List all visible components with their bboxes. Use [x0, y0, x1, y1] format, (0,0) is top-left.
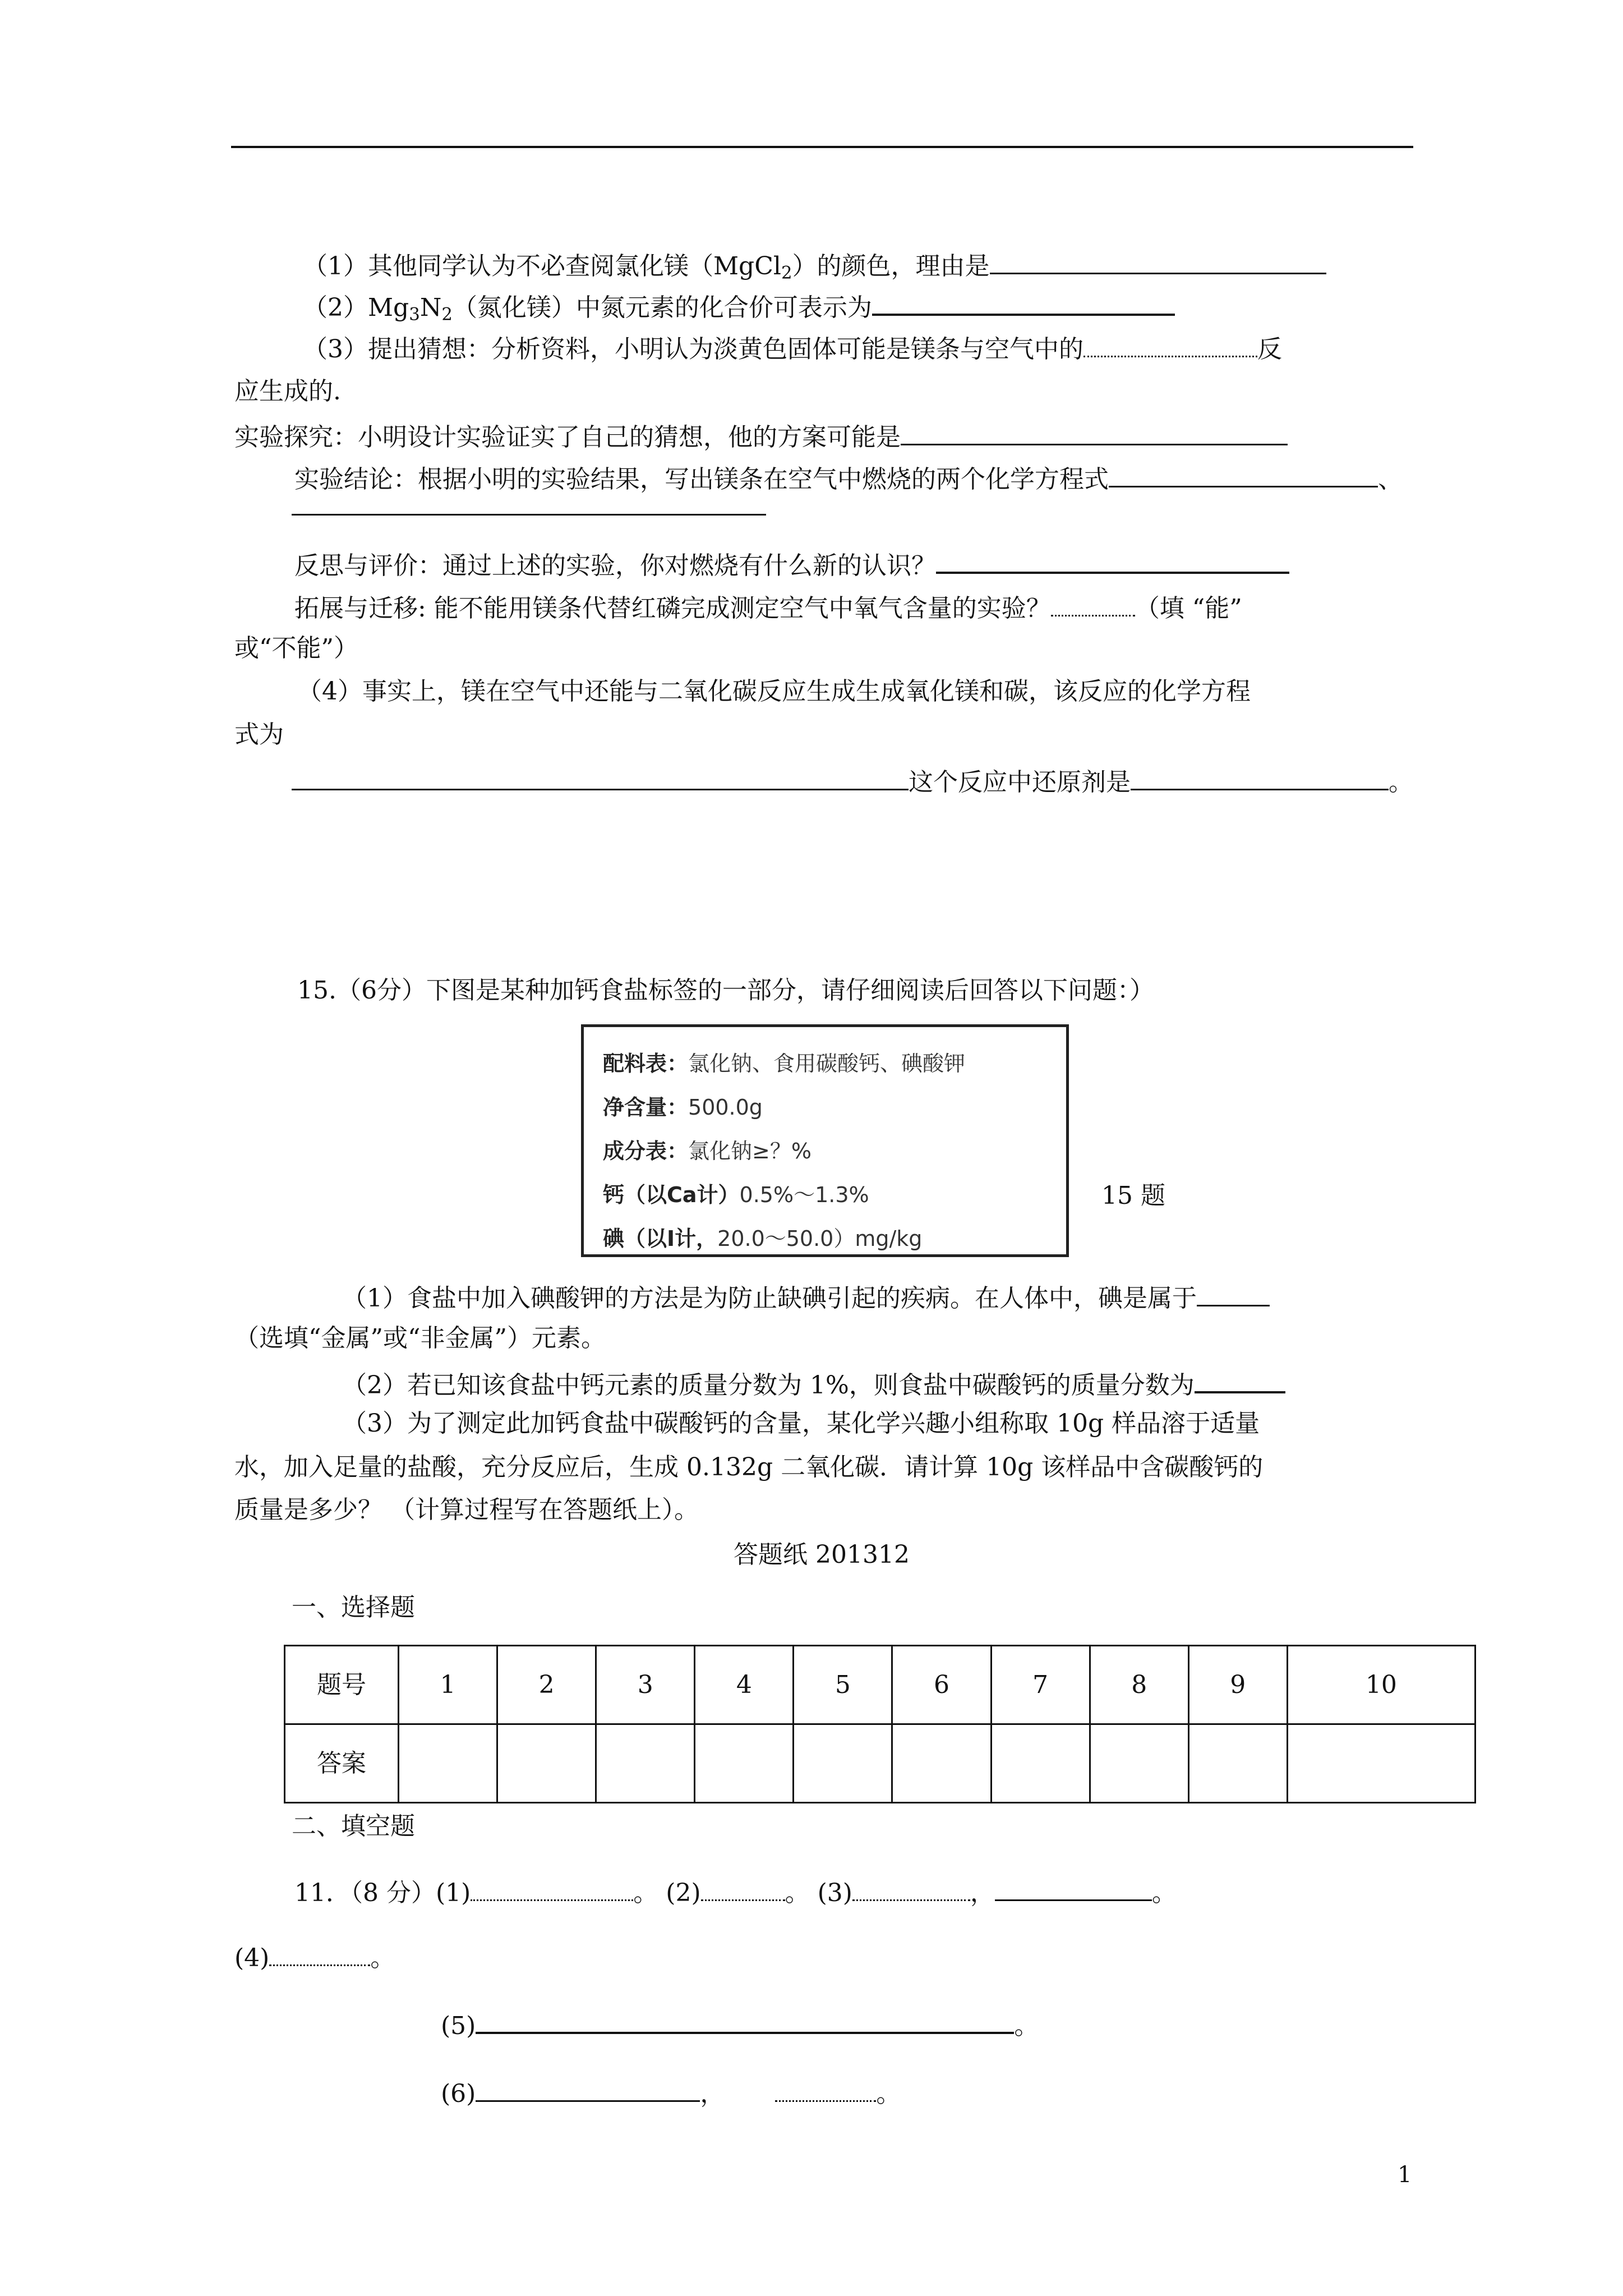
subscript: 2 — [781, 263, 792, 283]
q11-part4-label: (4) — [234, 1944, 270, 1972]
q11-line1 — [294, 1875, 1177, 1908]
answer-blank-reflection[interactable] — [936, 547, 1289, 574]
extension-line1 — [294, 590, 1242, 624]
label-value: 500.0g — [688, 1095, 763, 1120]
answer-blank-11-2[interactable] — [701, 1875, 785, 1901]
subscript: 3 — [409, 304, 420, 325]
question-15-text: 15.（6分）下图是某种加钙食盐标签的一部分，请仔细阅读后回答以下问题：） — [297, 976, 1154, 1005]
answer-blank-11-5[interactable] — [476, 2007, 1014, 2034]
reflection-text: 反思与评价：通过上述的实验，你对燃烧有什么新的认识？ — [294, 551, 936, 580]
label-value: 0.5%～1.3% — [739, 1182, 869, 1207]
extension-line2: 或“不能”） — [234, 634, 358, 662]
label-key: 成分表： — [603, 1139, 689, 1163]
formula-part: （2）Mg — [303, 293, 409, 322]
label-key: 钙（以Ca计） — [603, 1182, 740, 1207]
q15-sub2 — [342, 1366, 1285, 1401]
answer-blank-equation-1[interactable] — [1109, 461, 1378, 487]
answer-blank-explore[interactable] — [901, 419, 1288, 445]
table-col-header: 7 — [991, 1646, 1090, 1724]
table-header-label: 题号 — [285, 1646, 399, 1724]
table-col-header: 6 — [892, 1646, 991, 1724]
extension-end: （填 “能” — [1135, 594, 1242, 623]
q11-part5-label: (5) — [441, 2012, 476, 2040]
q15-sub2-text: （2）若已知该食盐中钙元素的质量分数为 1%，则食盐中碳酸钙的质量分数为 — [342, 1371, 1195, 1400]
answer-blank-q15-2[interactable] — [1195, 1366, 1285, 1393]
label-row-composition — [603, 1129, 1047, 1173]
table-col-header: 4 — [695, 1646, 794, 1724]
answer-cell[interactable] — [695, 1724, 794, 1803]
q15-sub1-text: （1）食盐中加入碘酸钾的方法是为防止缺碘引起的疾病。在人体中，碘是属于 — [342, 1284, 1197, 1313]
answer-blank-extension[interactable] — [1051, 590, 1135, 616]
q15-sub1-line1 — [342, 1280, 1270, 1314]
q11-label: 11．（8 分）(1) — [294, 1879, 471, 1907]
label-row-iodine — [603, 1217, 1047, 1260]
answer-blank-q15-1[interactable] — [1197, 1280, 1270, 1306]
comma: ， — [700, 2079, 725, 2108]
q15-sub3-line2: 水，加入足量的盐酸，充分反应后，生成 0.132g 二氧化碳．请计算 10g 该样品中含碳酸钙的 — [234, 1453, 1264, 1481]
q11-line2 — [234, 1940, 395, 1973]
q15-sub1-line2: （选填“金属”或“非金属”）元素。 — [234, 1324, 606, 1352]
answer-blank-1[interactable] — [990, 248, 1326, 274]
answer-cell[interactable] — [794, 1724, 892, 1803]
answer-blank-reducer[interactable] — [1131, 764, 1389, 790]
question-3-line2: 应生成的. — [234, 377, 341, 406]
label-row-net-content — [603, 1085, 1047, 1129]
table-col-header: 8 — [1090, 1646, 1188, 1724]
period: 。 — [1151, 1879, 1177, 1907]
question-2-text: （氮化镁）中氮元素的化合价可表示为 — [452, 293, 872, 322]
question-1-line — [303, 248, 1326, 284]
question-2-line — [303, 289, 1175, 325]
page-number: 1 — [1398, 2162, 1412, 2188]
label-value: 氯化钠、食用碳酸钙、碘酸钾 — [688, 1051, 966, 1076]
reducer-text: 这个反应中还原剂是 — [909, 768, 1131, 797]
label-row-calcium — [603, 1173, 1047, 1217]
q11-part2-label: 。 (2) — [633, 1879, 701, 1907]
experiment-explore — [234, 419, 1288, 453]
question-3-line1 — [303, 331, 1282, 365]
answer-blank-11-3a[interactable] — [852, 1875, 970, 1901]
table-row-answers — [285, 1724, 1476, 1803]
table-col-header: 9 — [1188, 1646, 1287, 1724]
label-key: 净含量： — [603, 1095, 689, 1120]
conclusion-text: 实验结论：根据小明的实验结果，写出镁条在空气中燃烧的两个化学方程式 — [294, 465, 1109, 494]
conclusion-sep: 、 — [1378, 465, 1403, 494]
question-15-intro — [297, 975, 1154, 1006]
answer-blank-2[interactable] — [872, 289, 1175, 316]
answer-cell[interactable] — [399, 1724, 497, 1803]
answer-cell[interactable] — [596, 1724, 695, 1803]
answer-sheet-title: 答题纸 201312 — [734, 1540, 910, 1569]
question-3-text: （3）提出猜想：分析资料，小明认为淡黄色固体可能是镁条与空气中的 — [303, 335, 1083, 364]
period: 。 — [370, 1944, 395, 1972]
answer-cell[interactable] — [1090, 1724, 1188, 1803]
label-row-ingredients — [603, 1042, 1047, 1085]
answer-blank-11-1[interactable] — [471, 1875, 633, 1901]
answer-blank-11-6a[interactable] — [476, 2076, 700, 2102]
q11-part6-label: (6) — [441, 2079, 476, 2108]
question-3-end: 反 — [1257, 335, 1282, 364]
comma: ， — [970, 1879, 995, 1907]
answer-cell[interactable] — [1287, 1724, 1475, 1803]
extension-text: 拓展与迁移: 能不能用镁条代替红磷完成测定空气中氧气含量的实验？ — [294, 594, 1051, 623]
label-key: 碘（以I计， — [603, 1226, 718, 1251]
table-col-header: 3 — [596, 1646, 695, 1724]
answer-blank-11-6b[interactable] — [775, 2076, 876, 2102]
answer-blank-3[interactable] — [1083, 331, 1257, 357]
table-col-header: 2 — [497, 1646, 596, 1724]
answer-cell[interactable] — [1188, 1724, 1287, 1803]
explore-text: 实验探究：小明设计实验证实了自己的猜想，他的方案可能是 — [234, 423, 901, 452]
q11-line4 — [441, 2076, 901, 2109]
subscript: 2 — [441, 304, 453, 325]
question-4-line3 — [292, 764, 1413, 798]
figure-caption: 15 题 — [1101, 1181, 1165, 1210]
salt-label-image — [581, 1024, 1069, 1257]
q15-sub3-line1: （3）为了测定此加钙食盐中碳酸钙的含量，某化学兴趣小组称取 10g 样品溶于适量 — [342, 1409, 1260, 1438]
table-row-question-numbers — [285, 1646, 1476, 1724]
reflection — [294, 547, 1289, 581]
question-4-line1: （4）事实上，镁在空气中还能与二氧化碳反应生成生成氧化镁和碳，该反应的化学方程 — [297, 677, 1251, 706]
label-value: 氯化钠≥？% — [688, 1139, 811, 1163]
answer-table — [284, 1645, 1476, 1803]
table-col-header: 10 — [1287, 1646, 1475, 1724]
table-col-header: 5 — [794, 1646, 892, 1724]
section-multiple-choice: 一、选择题 — [292, 1593, 415, 1622]
label-value: 20.0～50.0）mg/kg — [717, 1226, 923, 1251]
q15-sub3-line3: 质量是多少？ （计算过程写在答题纸上）。 — [234, 1496, 699, 1524]
header-rule — [231, 146, 1413, 148]
table-answer-label: 答案 — [285, 1724, 399, 1803]
period: 。 — [876, 2079, 901, 2108]
label-key: 配料表： — [603, 1051, 689, 1076]
section-fill-in: 二、填空题 — [292, 1812, 415, 1841]
answer-cell[interactable] — [892, 1724, 991, 1803]
table-col-header: 1 — [399, 1646, 497, 1724]
question-4-line2: 式为 — [234, 720, 284, 749]
answer-blank-equation-2[interactable] — [292, 489, 766, 516]
question-1-text: （1）其他同学认为不必查阅氯化镁（MgCl — [303, 252, 781, 280]
q11-line3 — [441, 2007, 1039, 2041]
answer-cell[interactable] — [991, 1724, 1090, 1803]
conclusion-second-line — [292, 489, 766, 523]
answer-blank-11-4[interactable] — [269, 1940, 370, 1966]
answer-cell[interactable] — [497, 1724, 596, 1803]
answer-blank-11-3b[interactable] — [995, 1875, 1152, 1901]
answer-blank-equation-co2[interactable] — [292, 764, 909, 790]
formula-part: N — [419, 293, 442, 322]
q11-part3-label: 。 (3) — [785, 1879, 852, 1907]
question-1-tail: ）的颜色，理由是 — [792, 252, 990, 280]
period: 。 — [1389, 768, 1413, 797]
period: 。 — [1014, 2012, 1039, 2040]
